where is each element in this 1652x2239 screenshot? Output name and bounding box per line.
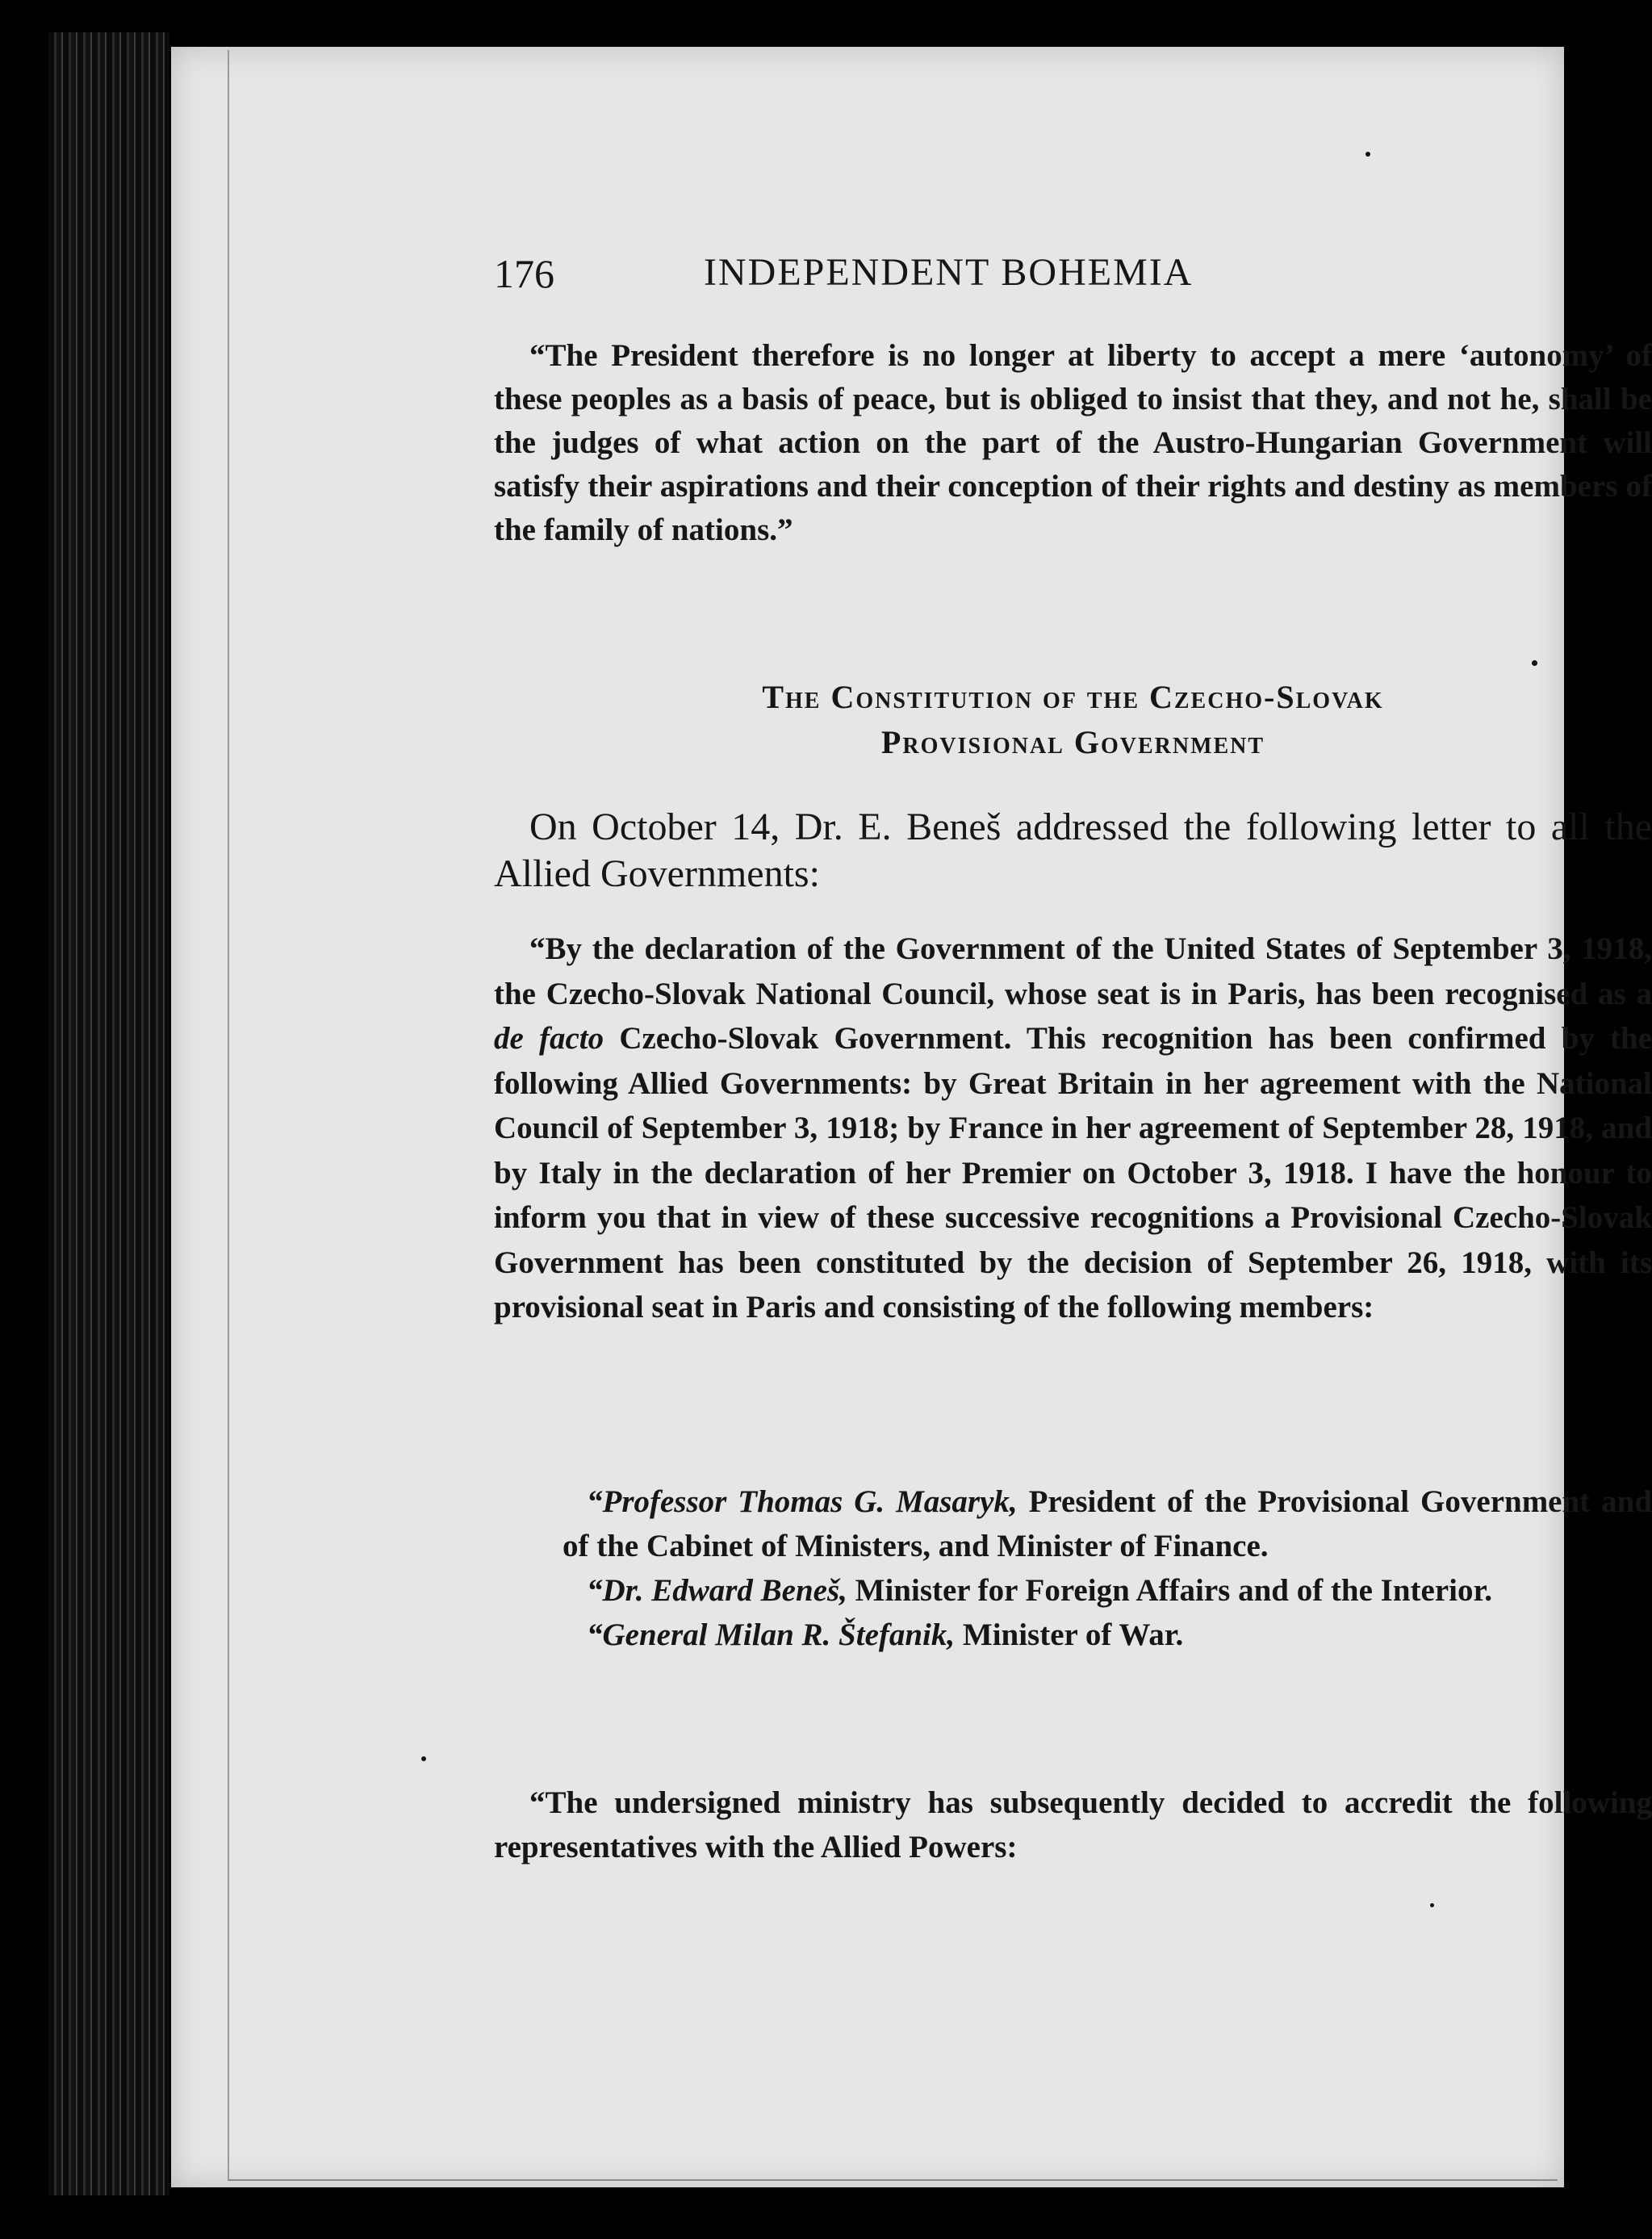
book-page [171,47,1652,2187]
book-page-edges [48,32,169,2195]
intro-paragraph: On October 14, Dr. E. Beneš addressed the following letter to all the Allied Governments: [494,806,1652,895]
running-title: INDEPENDENT BOHEMIA [704,251,1194,294]
section-heading-line-1: The Constitution of the Czecho-Slovak [762,679,1384,715]
member-name: “Dr. Edward Beneš, [587,1573,847,1608]
member-role: President of the Provisional Government and of the Cabinet of Ministers, and Minister of Finance. [563,1484,1652,1563]
member-role: Minister of War. [962,1618,1184,1652]
member-item [563,1568,1652,1613]
member-name: “General Milan R. Štefanik, [587,1618,956,1652]
running-head [494,250,1652,307]
member-list [563,1479,1652,1657]
letter-text-part-1: “By the declaration of the Government of the United States of September 3, 1918, the Czecho-Slovak National Council, whose seat is in Paris, has been recognised as a [494,931,1652,1011]
letter-italic-phrase: de facto [494,1021,604,1056]
member-item [563,1613,1652,1657]
scan-speck [1532,660,1537,666]
scan-speck [1366,152,1370,157]
section-heading-line-2: Provisional Government [880,724,1265,760]
closing-paragraph: “The undersigned ministry has subsequently decided to accredit the following representatives with the Allied Powers: [494,1785,1652,1864]
scan-speck [1430,1903,1434,1907]
member-item [563,1479,1652,1568]
member-role: Minister for Foreign Affairs and of the Interior. [855,1573,1492,1608]
section-heading [494,675,1652,765]
scan-speck [421,1756,426,1761]
letter-paragraph [494,927,1652,1330]
letter-text-part-2: Czecho-Slovak Government. This recognition has been confirmed by the following Allied Governments: by Great Britain in her agreement with the National Council of September 3, 1918; by France in her agreement of September 28, 1918, and by Italy in the declaration of her Premier on October 3, 1918. I have the honour to inform you that in view of these successive recognitions a Provisional Czecho-Slovak Government has been constituted by the decision of September 26, 1918, with its provisional seat in Paris and consisting of the following members: [494,1021,1652,1325]
quote-paragraph: “The President therefore is no longer at liberty to accept a mere ‘autonomy’ of these peoples as a basis of peace, but is obliged to insist that they, and not he, shall be the judges of what action on the part of the Austro-Hungarian Government will satisfy their aspirations and their conception of their rights and destiny as members of the family of nations.” [494,338,1652,547]
page-number: 176 [494,251,554,296]
member-name: “Professor Thomas G. Masaryk, [587,1484,1018,1519]
